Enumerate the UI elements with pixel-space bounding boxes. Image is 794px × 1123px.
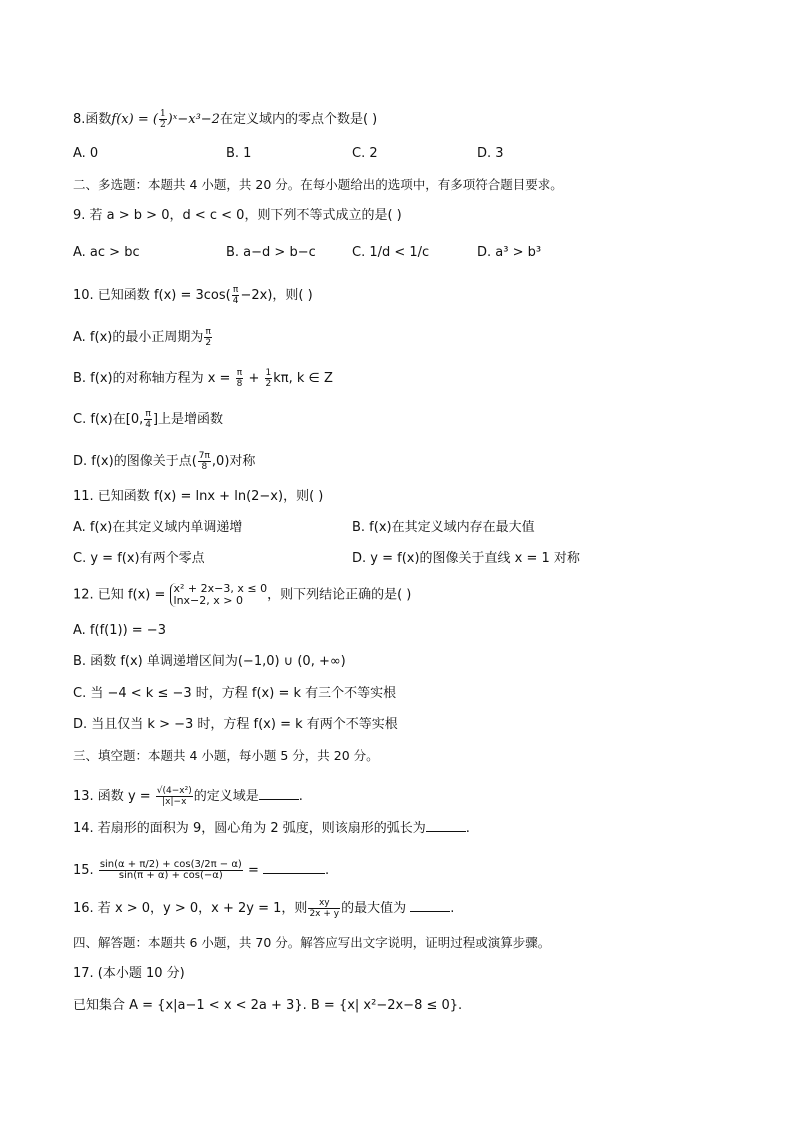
- q9-option-c: C. 1/d < 1/c: [352, 245, 430, 260]
- q12-option-a: A. f(f(1)) = −3: [73, 623, 166, 638]
- q12-option-d: D. 当且仅当 k > −3 时，方程 f(x) = k 有两个不等实根: [73, 717, 398, 732]
- q8-option-c: C. 2: [352, 146, 378, 161]
- question-11-stem: 11. 已知函数 f(x) = lnx + ln(2−x)，则( ): [73, 489, 324, 504]
- q14-answer-blank: [426, 819, 466, 832]
- q8-fraction: $\frac{1}{2}$: [159, 109, 166, 130]
- q9-option-d: D. a³ > b³: [477, 245, 542, 260]
- question-10-stem: 10. 已知函数 f(x) = 3cos( $\frac{\pi}{4}$ −2x)，则( ): [73, 285, 313, 306]
- question-17-title: 17. (本小题 10 分): [73, 966, 185, 981]
- q10-fraction: $\frac{\pi}{4}$: [232, 285, 239, 306]
- q10-option-c: C. f(x)在[0, $\frac{\pi}{4}$ ]上是增函数: [73, 409, 224, 430]
- question-16: 16. 若 x > 0，y > 0，x + 2y = 1，则 $\frac{xy}{2x + y}$ 的最大值为 .: [73, 898, 455, 919]
- q8-formula-pre: f(x) = (: [111, 112, 158, 127]
- q12-option-c: C. 当 −4 < k ≤ −3 时，方程 f(x) = k 有三个不等实根: [73, 686, 397, 701]
- question-12-stem: 12. 已知 f(x) = x² + 2x−3, x ≤ 0 lnx−2, x > 0 ，则下列结论正确的是( ): [73, 582, 412, 607]
- q13-answer-blank: [259, 787, 299, 800]
- question-9-stem: 9. 若 a > b > 0，d < c < 0，则下列不等式成立的是( ): [73, 208, 402, 223]
- q8-tail: 在定义域内的零点个数是( ): [219, 112, 378, 127]
- q11-option-b: B. f(x)在其定义域内存在最大值: [352, 520, 535, 535]
- q11-option-d: D. y = f(x)的图像关于直线 x = 1 对称: [352, 551, 580, 566]
- question-15: 15. $\frac{\sin(\alpha + \pi/2) + \cos(3/2\pi - \alpha)}{\sin(\pi + \alpha) + \cos(-\alpha)}$ = .: [73, 859, 330, 881]
- q8-formula-post: )ˣ−x³−2: [167, 112, 220, 127]
- q10-option-d: D. f(x)的图像关于点( $\frac{7\pi}{8}$ ,0)对称: [73, 451, 256, 472]
- q8-text: 函数: [85, 112, 112, 127]
- q15-answer-blank: [263, 861, 325, 874]
- q12-piecewise: x² + 2x−3, x ≤ 0 lnx−2, x > 0: [170, 583, 268, 607]
- q8-option-a: A. 0: [73, 146, 99, 161]
- q8-number: 8.: [73, 112, 86, 127]
- section-4-heading: 四、解答题：本题共 6 小题，共 70 分。解答应写出文字说明，证明过程或演算步骤。: [73, 935, 551, 950]
- q8-option-b: B. 1: [226, 146, 252, 161]
- q10-option-a: A. f(x)的最小正周期为 $\frac{\pi}{2}$: [73, 327, 212, 348]
- question-17-text: 已知集合 A = {x|a−1 < x < 2a + 3}. B = {x| x²−2x−8 ≤ 0}.: [73, 998, 463, 1013]
- q10-option-b: B. f(x)的对称轴方程为 x = $\frac{\pi}{8}$ + $\frac{1}{2}$ kπ, k ∈ Z: [73, 368, 333, 389]
- question-8: [73, 109, 377, 130]
- question-14: 14. 若扇形的面积为 9，圆心角为 2 弧度，则该扇形的弧长为 .: [73, 821, 470, 836]
- section-2-heading: 二、多选题：本题共 4 小题，共 20 分。在每小题给出的选项中，有多项符合题目要求。: [73, 177, 563, 192]
- q11-option-c: C. y = f(x)有两个零点: [73, 551, 205, 566]
- q9-option-b: B. a−d > b−c: [226, 245, 316, 260]
- question-13: 13. 函数 y = $\frac{\text{√(4−x²)}}{|x|-x}$ 的定义域是 .: [73, 786, 303, 807]
- q12-option-b: B. 函数 f(x) 单调递增区间为(−1,0) ∪ (0, +∞): [73, 654, 346, 669]
- section-3-heading: 三、填空题：本题共 4 小题，每小题 5 分，共 20 分。: [73, 748, 379, 763]
- q11-option-a: A. f(x)在其定义域内单调递增: [73, 520, 243, 535]
- q8-option-d: D. 3: [477, 146, 504, 161]
- q9-option-a: A. ac > bc: [73, 245, 140, 260]
- q16-answer-blank: [410, 899, 450, 912]
